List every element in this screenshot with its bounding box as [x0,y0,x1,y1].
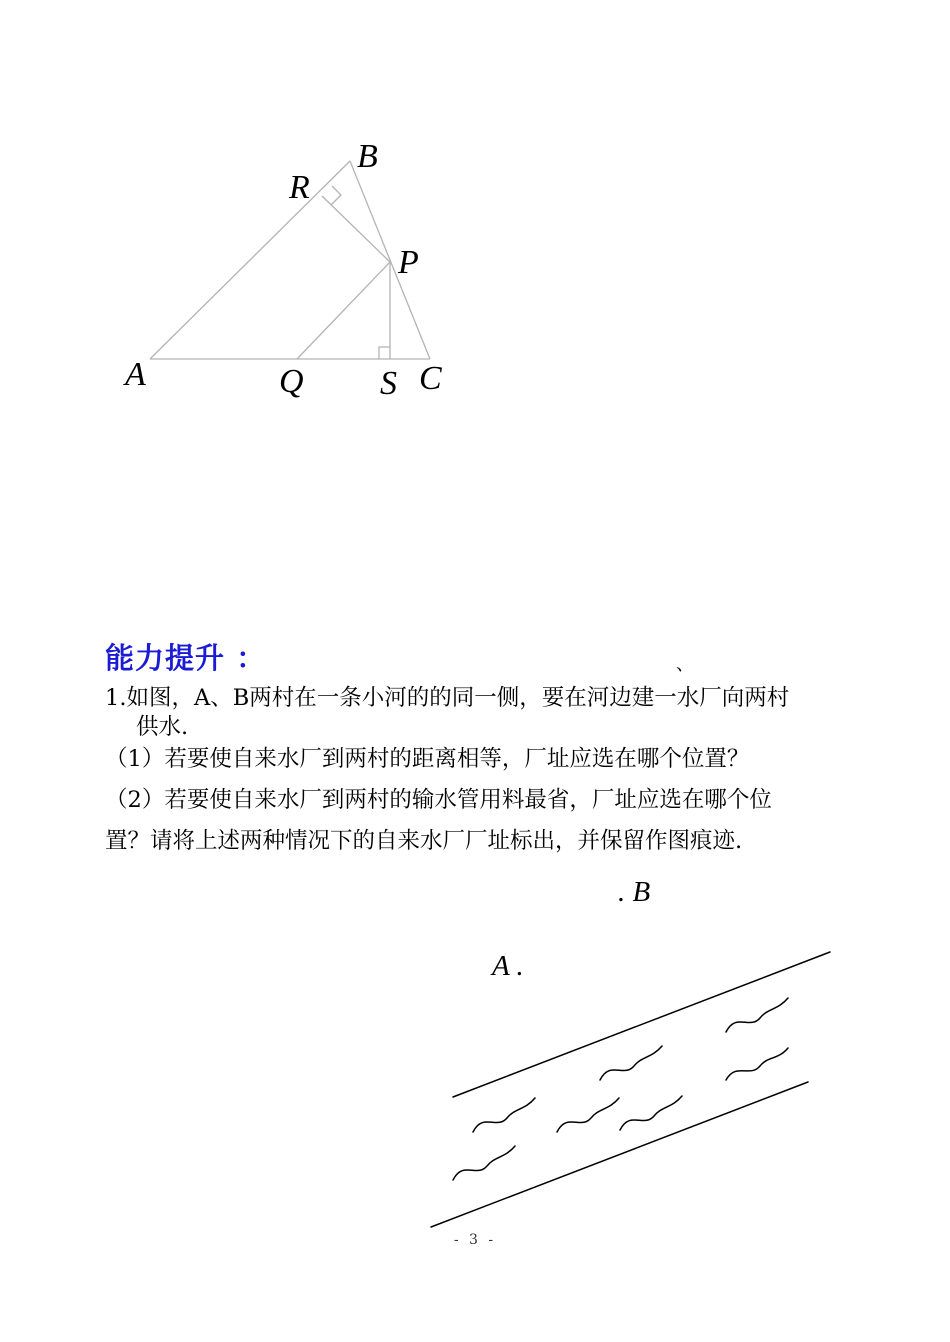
river-bank-lower [431,1082,808,1227]
label-C: C [419,360,442,397]
wave-mark [726,1048,788,1080]
question-1: （1）若要使自来水厂到两村的距离相等，厂址应选在哪个位置？ [105,746,750,772]
river-bank-upper [453,952,830,1097]
stray-mark: 、 [676,654,694,675]
label-B: B [357,138,378,175]
wave-mark [557,1098,619,1132]
wave-mark [726,998,788,1032]
problem-line-1: 1.如图，A、B两村在一条小河的的同一侧，要在河边建一水厂向两村 [105,685,790,711]
label-S: S [380,365,397,402]
wave-mark [453,1146,515,1180]
label-A: A [125,356,146,393]
wave-mark [600,1046,662,1080]
wave-mark [620,1096,682,1130]
section-title: 能力提升 ： [105,641,267,675]
label-Q: Q [279,363,304,400]
wave-mark [473,1098,535,1132]
label-P: P [398,244,419,281]
question-2-line-2: 置？请将上述两种情况下的自来水厂厂址标出，并保留作图痕迹. [105,828,743,854]
problem-line-2: 供水. [136,714,189,740]
village-A-label: A . [492,950,524,982]
label-R: R [289,169,310,206]
question-2-line-1: （2）若要使自来水厂到两村的输水管用料最省，厂址应选在哪个位 [105,787,772,813]
page-number: - 3 - [453,1232,497,1248]
village-B-label: . B [618,876,651,908]
